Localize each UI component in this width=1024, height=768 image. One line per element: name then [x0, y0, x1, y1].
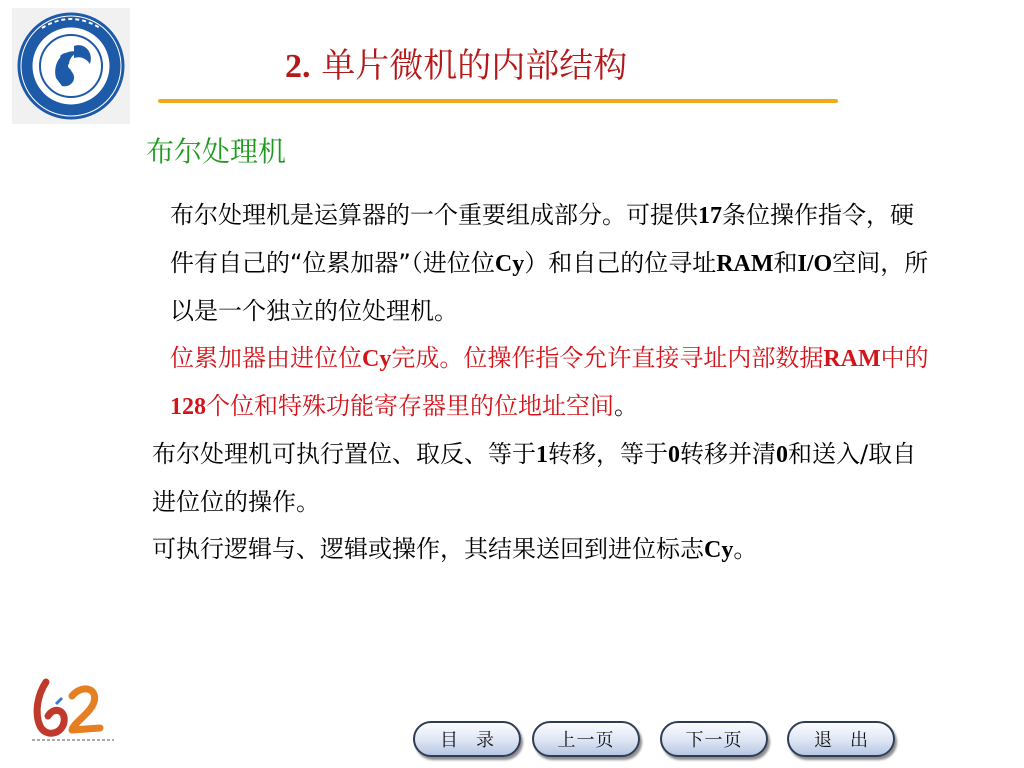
title-underline	[158, 99, 838, 103]
p3-num-1: 1	[536, 442, 548, 468]
university-logo-icon	[12, 8, 130, 124]
title-text: 单片微机的内部结构	[321, 46, 628, 86]
p1-text-4: 和	[773, 249, 798, 277]
contents-button[interactable]: 目录	[413, 721, 521, 757]
p2-num-1: Cy	[362, 346, 392, 372]
p1-num-4: I/O	[797, 251, 833, 277]
p4-num-1: Cy	[704, 537, 734, 563]
p3-text-3: 转移并清	[680, 440, 776, 468]
p1-text-2: 条位操作指令，硬件有自己的“位累加器”（进位位	[170, 201, 914, 277]
p3-num-2: 0	[668, 442, 680, 468]
p1-text-5: 空间，所以是一个独立的位处理机。	[170, 249, 929, 325]
title-number: 2.	[285, 48, 311, 85]
p2-num-2: RAM	[823, 346, 881, 372]
paragraph-1	[112, 192, 932, 335]
p2-text-1: 位累加器由进位位	[170, 344, 362, 372]
p2-text-5: 。	[614, 392, 638, 420]
p3-num-3: 0	[776, 442, 788, 468]
p1-num-1: 17	[698, 203, 722, 229]
p2-text-3: 中的	[880, 344, 929, 372]
p3-text-4: 和送入/取自进位位的操作。	[152, 440, 917, 516]
p2-num-3: 128	[170, 394, 206, 420]
p4-text-1: 可执行逻辑与、逻辑或操作，其结果送回到进位标志	[152, 535, 704, 563]
p2-text-4: 个位和特殊功能寄存器里的位地址空间	[206, 392, 614, 420]
next-page-button[interactable]: 下一页	[660, 721, 768, 757]
paragraph-3	[112, 431, 932, 526]
p1-num-3: RAM	[716, 251, 774, 277]
p1-text-1: 布尔处理机是运算器的一个重要组成部分。可提供	[170, 201, 698, 229]
paragraph-2	[112, 335, 932, 431]
p4-text-2: 。	[733, 535, 758, 563]
exit-button[interactable]: 退出	[787, 721, 895, 757]
prev-page-button[interactable]: 上一页	[532, 721, 640, 757]
p1-text-3: ）和自己的位寻址	[524, 249, 717, 277]
p3-text-2: 转移，等于	[548, 440, 668, 468]
body-text	[112, 192, 932, 574]
anniversary-logo-icon	[28, 674, 118, 744]
p3-text-1: 布尔处理机可执行置位、取反、等于	[152, 440, 536, 468]
section-subtitle: 布尔处理机	[146, 135, 287, 168]
paragraph-4	[112, 526, 932, 574]
p2-text-2: 完成。位操作指令允许直接寻址内部数据	[391, 344, 824, 372]
p1-num-2: Cy	[494, 251, 525, 277]
page-title	[285, 38, 627, 87]
